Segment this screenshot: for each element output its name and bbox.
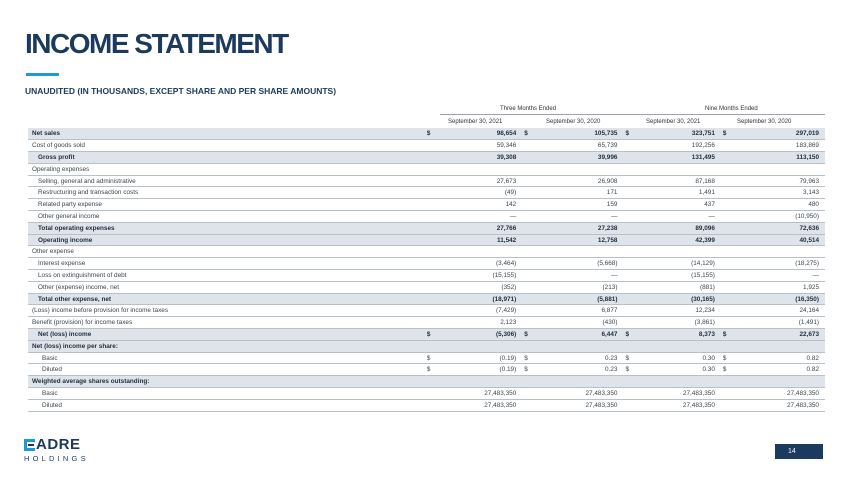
currency-symbol (721, 211, 733, 223)
currency-symbol: $ (623, 364, 635, 376)
row-value: 79,963 (733, 175, 825, 187)
row-value: 27,483,350 (534, 399, 623, 411)
row-value: 27,766 (437, 222, 523, 234)
row-value: — (534, 270, 623, 282)
table-row (28, 293, 825, 305)
row-label: Weighted average shares outstanding: (28, 376, 425, 388)
row-label: Total other expense, net (28, 293, 425, 305)
row-value: (14,129) (635, 258, 721, 270)
row-value: 39,308 (437, 152, 523, 164)
row-label: Other (expense) income, net (28, 281, 425, 293)
table-row (28, 140, 825, 152)
row-value: 89,096 (635, 222, 721, 234)
row-label: (Loss) income before provision for income taxes (28, 305, 425, 317)
row-value: 87,168 (635, 175, 721, 187)
row-value (733, 246, 825, 258)
row-value: 8,373 (635, 329, 721, 341)
table-row (28, 364, 825, 376)
currency-symbol: $ (721, 352, 733, 364)
row-value (534, 163, 623, 175)
row-label: Basic (28, 352, 425, 364)
currency-symbol (522, 270, 534, 282)
currency-symbol (522, 388, 534, 400)
row-value: 65,739 (534, 140, 623, 152)
currency-symbol: $ (721, 364, 733, 376)
table-row (28, 222, 825, 234)
currency-symbol (425, 211, 437, 223)
row-value: 27,483,350 (437, 388, 523, 400)
currency-symbol (623, 175, 635, 187)
table-row (28, 376, 825, 388)
currency-symbol: $ (721, 329, 733, 341)
currency-symbol: $ (623, 128, 635, 140)
currency-symbol (623, 340, 635, 352)
currency-symbol (721, 187, 733, 199)
currency-symbol (425, 234, 437, 246)
column-header-ytd-2020: September 30, 2020 (737, 119, 792, 125)
row-value: 6,447 (534, 329, 623, 341)
currency-symbol (425, 305, 437, 317)
table-row (28, 234, 825, 246)
row-value: (10,950) (733, 211, 825, 223)
currency-symbol (522, 163, 534, 175)
period-divider-nine-months (635, 114, 825, 115)
table-row (28, 305, 825, 317)
row-value: (881) (635, 281, 721, 293)
currency-symbol: $ (522, 352, 534, 364)
currency-symbol (721, 399, 733, 411)
currency-symbol (623, 258, 635, 270)
currency-symbol (623, 234, 635, 246)
column-header-q3-2021: September 30, 2021 (448, 119, 503, 125)
table-row (28, 317, 825, 329)
currency-symbol (522, 175, 534, 187)
row-value: 26,908 (534, 175, 623, 187)
row-value: 3,143 (733, 187, 825, 199)
currency-symbol (623, 246, 635, 258)
row-value: (15,155) (437, 270, 523, 282)
row-value: (1,491) (733, 317, 825, 329)
logo-wordmark: ADRE (36, 436, 81, 453)
column-header-ytd-2021: September 30, 2021 (646, 119, 701, 125)
currency-symbol (425, 388, 437, 400)
currency-symbol (623, 305, 635, 317)
row-label: Net (loss) income per share: (28, 340, 425, 352)
currency-symbol (425, 187, 437, 199)
row-value: 27,483,350 (635, 388, 721, 400)
row-value: (18,275) (733, 258, 825, 270)
row-value: (5,881) (534, 293, 623, 305)
currency-symbol (522, 199, 534, 211)
row-label: Diluted (28, 399, 425, 411)
row-value (635, 246, 721, 258)
table-row (28, 246, 825, 258)
page-number-badge: 14 (775, 444, 823, 459)
currency-symbol (522, 399, 534, 411)
currency-symbol (425, 258, 437, 270)
row-value: 27,238 (534, 222, 623, 234)
row-value: 323,751 (635, 128, 721, 140)
row-value: (16,350) (733, 293, 825, 305)
row-value: 98,654 (437, 128, 523, 140)
row-label: Operating income (28, 234, 425, 246)
row-value: — (437, 211, 523, 223)
row-label: Interest expense (28, 258, 425, 270)
row-value: (49) (437, 187, 523, 199)
row-label: Related party expense (28, 199, 425, 211)
period-header-nine-months: Nine Months Ended (705, 106, 758, 112)
currency-symbol (721, 258, 733, 270)
currency-symbol (623, 399, 635, 411)
currency-symbol (623, 211, 635, 223)
period-header-three-months: Three Months Ended (500, 106, 557, 112)
page-title: INCOME STATEMENT (25, 28, 288, 59)
table-row (28, 352, 825, 364)
logo-subtext: HOLDINGS (24, 454, 89, 463)
row-value: 39,996 (534, 152, 623, 164)
page-subtitle: UNAUDITED (IN THOUSANDS, EXCEPT SHARE AND PER SHARE AMOUNTS) (25, 86, 337, 96)
currency-symbol (721, 317, 733, 329)
currency-symbol (623, 270, 635, 282)
row-value (437, 246, 523, 258)
row-value: (213) (534, 281, 623, 293)
currency-symbol (522, 340, 534, 352)
currency-symbol (721, 388, 733, 400)
income-statement-table (28, 128, 825, 412)
currency-symbol (522, 234, 534, 246)
table-row (28, 388, 825, 400)
row-label: Loss on extinguishment of debt (28, 270, 425, 282)
currency-symbol (721, 152, 733, 164)
currency-symbol (425, 399, 437, 411)
row-value: (7,429) (437, 305, 523, 317)
table-row (28, 258, 825, 270)
row-value: 1,491 (635, 187, 721, 199)
column-header-q3-2020: September 30, 2020 (546, 119, 601, 125)
row-value: 142 (437, 199, 523, 211)
currency-symbol: $ (425, 128, 437, 140)
currency-symbol (425, 152, 437, 164)
row-value: 27,483,350 (534, 388, 623, 400)
currency-symbol (425, 222, 437, 234)
currency-symbol (721, 222, 733, 234)
row-value (635, 376, 721, 388)
row-label: Gross profit (28, 152, 425, 164)
currency-symbol (425, 340, 437, 352)
row-value: 27,483,350 (733, 388, 825, 400)
row-label: Restructuring and transaction costs (28, 187, 425, 199)
table-row (28, 399, 825, 411)
row-value: 297,019 (733, 128, 825, 140)
row-value: 12,234 (635, 305, 721, 317)
currency-symbol (522, 211, 534, 223)
row-value: 183,869 (733, 140, 825, 152)
currency-symbol (522, 222, 534, 234)
table-row (28, 128, 825, 140)
currency-symbol (721, 163, 733, 175)
row-value: 0.23 (534, 352, 623, 364)
currency-symbol: $ (425, 352, 437, 364)
company-logo (24, 436, 89, 463)
currency-symbol (721, 140, 733, 152)
currency-symbol (425, 140, 437, 152)
currency-symbol (623, 152, 635, 164)
table-row (28, 163, 825, 175)
currency-symbol: $ (623, 352, 635, 364)
row-label: Benefit (provision) for income taxes (28, 317, 425, 329)
row-value: — (733, 270, 825, 282)
currency-symbol: $ (425, 364, 437, 376)
row-value: (5,668) (534, 258, 623, 270)
currency-symbol (522, 317, 534, 329)
table-row (28, 329, 825, 341)
currency-symbol (425, 317, 437, 329)
row-value: (30,165) (635, 293, 721, 305)
currency-symbol (522, 140, 534, 152)
table-row (28, 152, 825, 164)
currency-symbol (425, 281, 437, 293)
row-value: 437 (635, 199, 721, 211)
row-value (733, 163, 825, 175)
row-value: 159 (534, 199, 623, 211)
currency-symbol: $ (623, 329, 635, 341)
logo-c-mark-icon (24, 439, 35, 451)
row-value: (0.19) (437, 364, 523, 376)
row-value (733, 340, 825, 352)
currency-symbol (623, 199, 635, 211)
currency-symbol (425, 199, 437, 211)
currency-symbol (425, 175, 437, 187)
row-label: Other expense (28, 246, 425, 258)
currency-symbol (623, 187, 635, 199)
currency-symbol (522, 152, 534, 164)
row-value: 59,346 (437, 140, 523, 152)
table-row (28, 187, 825, 199)
currency-symbol (721, 246, 733, 258)
row-value: 171 (534, 187, 623, 199)
currency-symbol (522, 246, 534, 258)
currency-symbol (721, 175, 733, 187)
row-value: (15,155) (635, 270, 721, 282)
table-row (28, 175, 825, 187)
currency-symbol (721, 293, 733, 305)
currency-symbol (623, 317, 635, 329)
table-row (28, 281, 825, 293)
currency-symbol (522, 293, 534, 305)
row-value: 192,256 (635, 140, 721, 152)
row-value: 12,758 (534, 234, 623, 246)
row-label: Selling, general and administrative (28, 175, 425, 187)
row-value (534, 340, 623, 352)
row-value: 11,542 (437, 234, 523, 246)
row-value (437, 376, 523, 388)
currency-symbol (522, 281, 534, 293)
row-value: 1,925 (733, 281, 825, 293)
currency-symbol (623, 222, 635, 234)
currency-symbol (721, 199, 733, 211)
currency-symbol (623, 163, 635, 175)
row-label: Other general income (28, 211, 425, 223)
row-value: (3,464) (437, 258, 523, 270)
row-value: — (635, 211, 721, 223)
row-value (534, 246, 623, 258)
table-row (28, 199, 825, 211)
row-value: 0.23 (534, 364, 623, 376)
currency-symbol (721, 234, 733, 246)
row-label: Operating expenses (28, 163, 425, 175)
currency-symbol (623, 140, 635, 152)
row-value: 113,150 (733, 152, 825, 164)
row-value: 27,483,350 (635, 399, 721, 411)
row-value (437, 340, 523, 352)
row-value: 24,164 (733, 305, 825, 317)
row-label: Net sales (28, 128, 425, 140)
row-value: 0.82 (733, 352, 825, 364)
row-label: Cost of goods sold (28, 140, 425, 152)
column-headers (28, 118, 825, 128)
currency-symbol (522, 305, 534, 317)
row-value: 480 (733, 199, 825, 211)
row-value: 0.30 (635, 352, 721, 364)
currency-symbol (425, 376, 437, 388)
currency-symbol (522, 187, 534, 199)
row-label: Net (loss) income (28, 329, 425, 341)
row-value: (3,861) (635, 317, 721, 329)
currency-symbol (425, 246, 437, 258)
currency-symbol: $ (522, 364, 534, 376)
row-value: 6,877 (534, 305, 623, 317)
row-value: 0.30 (635, 364, 721, 376)
currency-symbol (623, 388, 635, 400)
table-row (28, 211, 825, 223)
row-value: — (534, 211, 623, 223)
currency-symbol (721, 340, 733, 352)
currency-symbol (623, 376, 635, 388)
row-value (733, 376, 825, 388)
row-value: (18,971) (437, 293, 523, 305)
row-value: 22,673 (733, 329, 825, 341)
row-value (534, 376, 623, 388)
currency-symbol (623, 293, 635, 305)
currency-symbol (425, 270, 437, 282)
row-label: Total operating expenses (28, 222, 425, 234)
row-value: 105,735 (534, 128, 623, 140)
currency-symbol (623, 281, 635, 293)
currency-symbol (425, 293, 437, 305)
row-value: 72,636 (733, 222, 825, 234)
period-divider-three-months (440, 114, 640, 115)
table-row (28, 270, 825, 282)
currency-symbol: $ (425, 329, 437, 341)
currency-symbol (721, 281, 733, 293)
currency-symbol (721, 376, 733, 388)
income-statement-body (28, 128, 825, 411)
row-value: (5,306) (437, 329, 523, 341)
currency-symbol: $ (522, 329, 534, 341)
row-value: 27,483,350 (733, 399, 825, 411)
row-value: 2,123 (437, 317, 523, 329)
row-value: (352) (437, 281, 523, 293)
row-value: 27,483,350 (437, 399, 523, 411)
row-value: 40,514 (733, 234, 825, 246)
row-label: Diluted (28, 364, 425, 376)
row-value (635, 163, 721, 175)
row-label: Basic (28, 388, 425, 400)
row-value: 27,673 (437, 175, 523, 187)
row-value: 0.82 (733, 364, 825, 376)
currency-symbol (721, 305, 733, 317)
currency-symbol (522, 258, 534, 270)
currency-symbol: $ (522, 128, 534, 140)
row-value: (430) (534, 317, 623, 329)
table-row (28, 340, 825, 352)
currency-symbol: $ (721, 128, 733, 140)
title-accent-bar (26, 73, 59, 76)
row-value: 131,495 (635, 152, 721, 164)
currency-symbol (721, 270, 733, 282)
row-value: 42,399 (635, 234, 721, 246)
currency-symbol (425, 163, 437, 175)
row-value: (0.19) (437, 352, 523, 364)
row-value (635, 340, 721, 352)
row-value (437, 163, 523, 175)
currency-symbol (522, 376, 534, 388)
